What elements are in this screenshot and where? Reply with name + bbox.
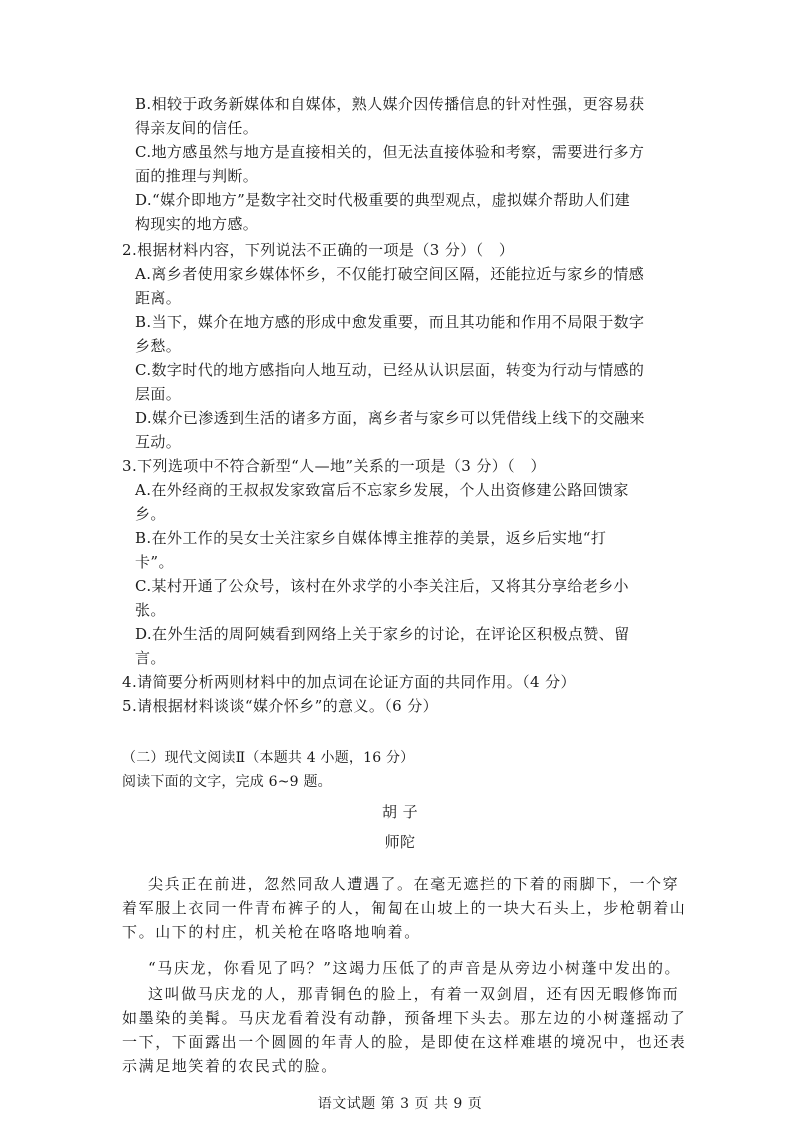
q2-option-b-line-2: 乡愁。 bbox=[135, 337, 182, 355]
q1-option-d-line-1: D.“媒介即地方”是数字社交时代极重要的典型观点，虚拟媒介帮助人们建 bbox=[135, 191, 631, 209]
section-heading: （二）现代文阅读Ⅱ（本题共 4 小题，16 分） bbox=[122, 750, 415, 766]
q2-option-c-line-1: C.数字时代的地方感指向人地互动，已经从认识层面，转变为行动与情感的 bbox=[135, 361, 645, 379]
q1-option-c-line-1: C.地方感虽然与地方是直接相关的，但无法直接体验和考察，需要进行多方 bbox=[135, 143, 645, 161]
paragraph-1-line-3: 下。山下的村庄，机关枪在咯咯地响着。 bbox=[122, 923, 421, 941]
paragraph-2-line-1: “马庆龙，你看见了吗？”这竭力压低了的声音是从旁边小树蓬中发出的。 bbox=[148, 959, 682, 977]
paragraph-3-line-4: 示满足地笑着的农民式的脸。 bbox=[122, 1057, 338, 1075]
q1-option-b-line-1: B.相较于政务新媒体和自媒体，熟人媒介因传播信息的针对性强，更容易获 bbox=[135, 95, 645, 113]
paragraph-1-line-2: 着军服上衣同一件青布裤子的人，匍匐在山坡上的一块大石头上，步枪朝着山 bbox=[122, 899, 687, 917]
q3-option-a-line-1: A.在外经商的王叔叔发家致富后不忘家乡发展，个人出资修建公路回馈家 bbox=[135, 481, 629, 499]
reading-instruction: 阅读下面的文字，完成 6~9 题。 bbox=[122, 774, 332, 790]
q2-option-d-line-1: D.媒介已渗透到生活的诸多方面，离乡者与家乡可以凭借线上线下的交融来 bbox=[135, 409, 645, 427]
page-footer: 语文试题 第 3 页 共 9 页 bbox=[317, 1096, 483, 1112]
q1-option-b-line-2: 得亲友间的信任。 bbox=[135, 119, 259, 137]
q1-option-c-line-2: 面的推理与判断。 bbox=[135, 167, 259, 185]
q2-option-b-line-1: B.当下，媒介在地方感的形成中愈发重要，而且其功能和作用不局限于数字 bbox=[135, 313, 645, 331]
q3-option-d-line-1: D.在外生活的周阿姨看到网络上关于家乡的讨论，在评论区积极点赞、留 bbox=[135, 625, 630, 643]
q3-option-a-line-2: 乡。 bbox=[135, 505, 166, 523]
q5-stem: 5.请根据材料谈谈“媒介怀乡”的意义。（6 分） bbox=[122, 697, 439, 715]
story-author: 师陀 bbox=[384, 833, 416, 851]
story-title: 胡 子 bbox=[382, 803, 418, 821]
q2-option-c-line-2: 层面。 bbox=[135, 385, 182, 403]
q3-option-c-line-1: C.某村开通了公众号，该村在外求学的小李关注后，又将其分享给老乡小 bbox=[135, 577, 629, 595]
q4-stem: 4.请简要分析两则材料中的加点词在论证方面的共同作用。（4 分） bbox=[122, 673, 576, 691]
paragraph-3-line-1: 这叫做马庆龙的人，那青铜色的脸上，有着一双剑眉，还有因无暇修饰而 bbox=[148, 985, 680, 1003]
q2-option-a-line-2: 距离。 bbox=[135, 289, 182, 307]
q2-option-d-line-2: 互动。 bbox=[135, 433, 182, 451]
q3-option-d-line-2: 言。 bbox=[135, 649, 166, 667]
q3-option-c-line-2: 张。 bbox=[135, 601, 166, 619]
paragraph-1-line-1: 尖兵正在前进，忽然同敌人遭遇了。在毫无遮拦的下着的雨脚下，一个穿 bbox=[148, 875, 680, 893]
q2-stem: 2.根据材料内容，下列说法不正确的一项是（3 分）（ ） bbox=[122, 241, 515, 259]
q3-option-b-line-1: B.在外工作的吴女士关注家乡自媒体博主推荐的美景，返乡后实地“打 bbox=[135, 529, 607, 547]
paragraph-3-line-3: 一下，下面露出一个圆圆的年青人的脸，是即使在这样难堪的境况中，也还表 bbox=[122, 1033, 687, 1051]
q3-stem: 3.下列选项中不符合新型“人—地”关系的一项是（3 分）（ ） bbox=[122, 457, 546, 475]
q2-option-a-line-1: A.离乡者使用家乡媒体怀乡，不仅能打破空间区隔，还能拉近与家乡的情感 bbox=[135, 265, 645, 283]
q3-option-b-line-2: 卡”。 bbox=[135, 553, 174, 571]
paragraph-3-line-2: 如墨染的美髯。马庆龙看着没有动静，预备埋下头去。那左边的小树蓬摇动了 bbox=[122, 1009, 687, 1027]
q1-option-d-line-2: 构现实的地方感。 bbox=[135, 215, 259, 233]
